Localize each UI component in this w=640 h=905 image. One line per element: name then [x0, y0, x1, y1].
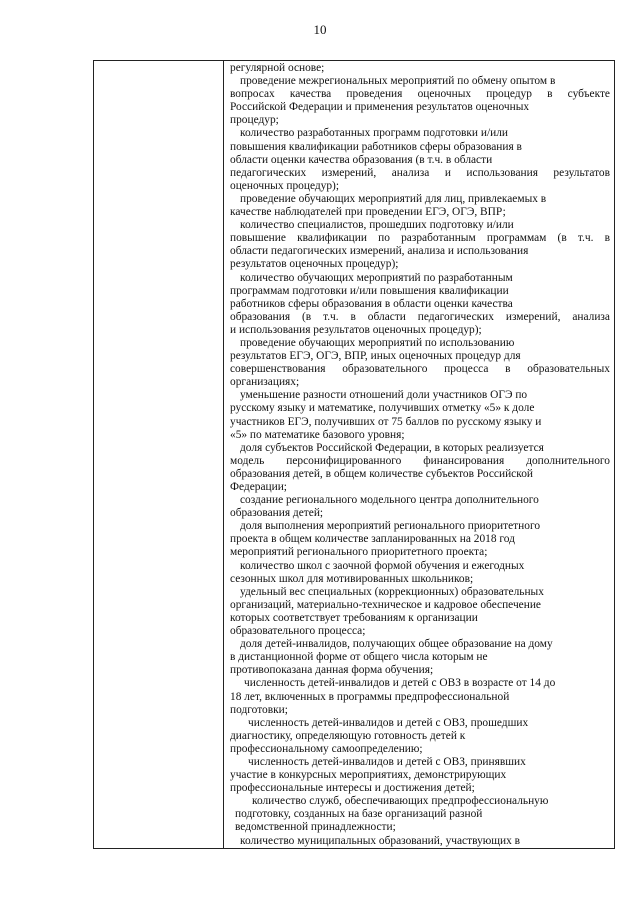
- text-line: «5» по математике базового уровня;: [230, 428, 405, 441]
- text-line: Федерации;: [230, 481, 287, 493]
- text-line: русскому языку и математике, получивших отметку «5» к доле: [230, 402, 535, 415]
- text-line: количество разработанных программ подготовки и/или: [240, 127, 509, 140]
- text-line: повышения квалификации работников сферы образования в: [230, 140, 522, 153]
- text-line: области педагогических измерений, анализа и использования: [230, 245, 529, 258]
- text-line: образования детей, в общем количестве субъектов Российской: [230, 467, 533, 480]
- text-line: проведение обучающих мероприятий для лиц, привлекаемых в: [240, 192, 547, 205]
- text-line: области оценки качества образования (в т.ч. в области: [230, 153, 493, 166]
- text-line: количество специалистов, прошедших подготовку и/или: [240, 219, 514, 232]
- text-line: количество муниципальных образований, участвующих в: [240, 834, 521, 847]
- text-line: образовательного процесса;: [230, 625, 366, 638]
- text-line: количество обучающих мероприятий по разработанным: [240, 271, 513, 284]
- text-line: 18 лет, включенных в программы предпрофессиональной: [230, 690, 510, 703]
- text-line: мероприятий регионального приоритетного проекта;: [230, 546, 488, 559]
- text-line: проведение обучающих мероприятий по использованию: [240, 336, 515, 349]
- text-line: совершенствования образовательного процесса в образовательных: [230, 363, 610, 376]
- text-line: удельный вес специальных (коррекционных) образовательных: [240, 585, 544, 598]
- text-line: результатов оценочных процедур);: [230, 258, 399, 271]
- text-line: создание регионального модельного центра дополнительного: [240, 494, 539, 507]
- left-column-cell: [94, 61, 224, 849]
- text-line: профессиональные интересы и достижения детей;: [230, 782, 475, 795]
- text-line: проекта в общем количестве запланированных на 2018 год: [230, 533, 515, 546]
- text-line: уменьшение разности отношений доли участников ОГЭ по: [240, 389, 528, 402]
- text-line: образования (в т.ч. в области педагогических измерений, анализа: [230, 310, 610, 323]
- text-line: организациях;: [230, 376, 300, 389]
- text-line: качестве наблюдателей при проведении ЕГЭ, ОГЭ, ВПР;: [230, 206, 506, 219]
- text-line: сезонных школ для мотивированных школьников;: [230, 572, 474, 585]
- text-line: подготовки;: [230, 703, 288, 716]
- text-line: диагностику, определяющую готовность детей к: [230, 729, 466, 742]
- table-row: [94, 61, 615, 849]
- text-line: доля детей-инвалидов, получающих общее образование на дому: [240, 638, 553, 651]
- document-table: [93, 60, 615, 849]
- text-line: модель персонифицированного финансирования дополнительного: [230, 454, 610, 467]
- text-line: регулярной основе;: [230, 62, 325, 74]
- text-line: количество служб, обеспечивающих предпрофессиональную: [252, 795, 549, 808]
- text-line: численность детей-инвалидов и детей с ОВЗ, принявших: [248, 755, 526, 768]
- text-line: участие в конкурсных мероприятиях, демонстрирующих: [230, 769, 507, 782]
- text-line: организаций, материально-техническое и кадровое обеспечение: [230, 598, 541, 611]
- text-line: результатов ЕГЭ, ОГЭ, ВПР, иных оценочных процедур для: [230, 350, 521, 363]
- text-line: проведение межрегиональных мероприятий по обмену опытом в: [240, 75, 556, 88]
- text-line: подготовку, созданных на базе организаций разной: [235, 808, 483, 821]
- indicators-cell: [224, 61, 615, 849]
- text-line: участников ЕГЭ, получивших от 75 баллов по русскому языку и: [230, 415, 542, 428]
- text-line: количество школ с заочной формой обучения и ежегодных: [240, 559, 525, 572]
- text-line: образования детей;: [230, 507, 324, 520]
- text-line: программам подготовки и/или повышения квалификации: [230, 284, 509, 297]
- text-line: повышение квалификации по разработанным программам (в т.ч. в: [230, 232, 610, 245]
- text-line: противопоказана данная форма обучения;: [230, 664, 434, 677]
- text-line: ведомственной принадлежности;: [235, 821, 396, 834]
- page-number: 10: [313, 22, 327, 37]
- text-line: доля субъектов Российской Федерации, в которых реализуется: [240, 441, 544, 454]
- text-line: вопросах качества проведения оценочных процедур в субъекте: [230, 88, 610, 101]
- text-line: педагогических измерений, анализа и использования результатов: [230, 166, 610, 179]
- text-line: численность детей-инвалидов и детей с ОВЗ, прошедших: [248, 716, 529, 729]
- text-line: численность детей-инвалидов и детей с ОВЗ в возрасте от 14 до: [244, 677, 556, 690]
- text-line: Российской Федерации и применения результатов оценочных: [230, 101, 530, 114]
- text-line: которых соответствует требованиям к организации: [230, 611, 478, 624]
- text-line: в дистанционной форме от общего числа которым не: [230, 651, 488, 664]
- text-line: профессиональному самоопределению;: [230, 742, 423, 755]
- text-line: процедур;: [230, 114, 279, 127]
- text-line: работников сферы образования в области оценки качества: [230, 297, 513, 310]
- text-line: доля выполнения мероприятий регионального приоритетного: [240, 520, 541, 533]
- text-line: и использования результатов оценочных процедур);: [230, 323, 482, 336]
- text-line: оценочных процедур);: [230, 179, 339, 192]
